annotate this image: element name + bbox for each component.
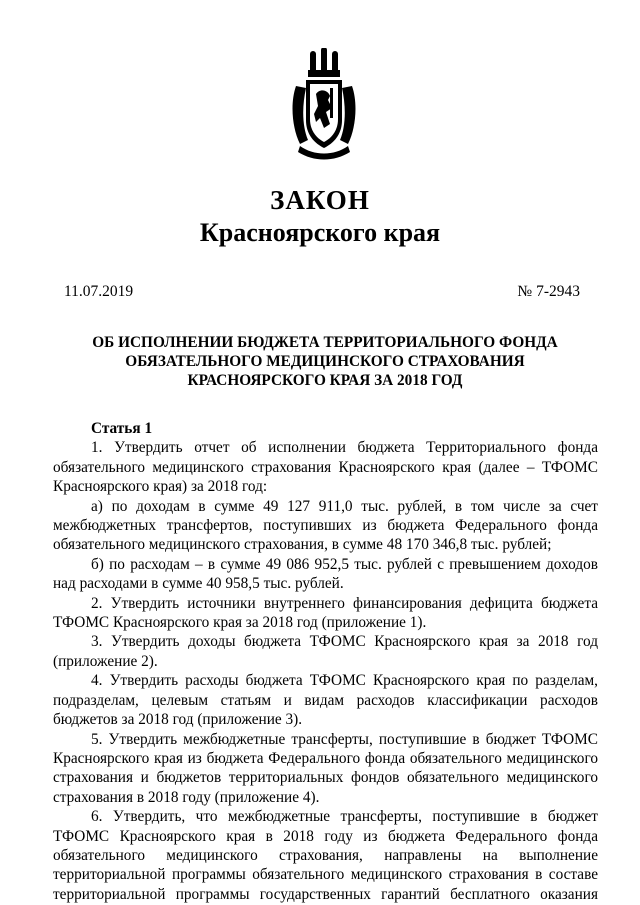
text-line: страхования и бюджетов территориальных фондов обязательного медицинского [53, 769, 598, 787]
text-line: Красноярского края) за 2018 год: [53, 478, 268, 496]
heading-line: КРАСНОЯРСКОГО КРАЯ ЗА 2018 ГОД [187, 372, 463, 389]
text-line: подразделам, целевым статьям и видам расходов классификации расходов [53, 691, 598, 709]
text-line: межбюджетных трансфертов, поступивших из бюджета Федерального фонда [53, 517, 598, 535]
krasnoyarsk-coat-of-arms-emblem [290, 48, 358, 163]
law-heading [60, 333, 590, 390]
text-line: обязательного медицинского страхования, направлены на выполнение [53, 846, 598, 864]
text-line: 3. Утвердить доходы бюджета ТФОМС Красноярского края за 2018 год [91, 633, 598, 651]
heading-line: ОБЯЗАТЕЛЬНОГО МЕДИЦИНСКОГО СТРАХОВАНИЯ [125, 353, 525, 370]
heading-line: ОБ ИСПОЛНЕНИИ БЮДЖЕТА ТЕРРИТОРИАЛЬНОГО ФОНДА [92, 334, 558, 351]
text-line: 2. Утвердить источники внутреннего финансирования дефицита бюджета [91, 594, 598, 612]
document-number: № 7-2943 [517, 283, 580, 300]
text-line: Красноярского края из бюджета Федерального фонда обязательного медицинского [53, 749, 598, 767]
text-line: территориальной программы государственных гарантий бесплатного оказания [53, 885, 598, 903]
text-line: б) по расходам – в сумме 49 086 952,5 тыс. рублей с превышением доходов [91, 555, 598, 573]
text-line: 6. Утвердить, что межбюджетные трансферты, поступившие в бюджет [91, 808, 598, 826]
text-line: 5. Утвердить межбюджетные трансферты, поступившие в бюджет ТФОМС [91, 730, 598, 748]
text-line: территориальной программы обязательного медицинского страхования в составе [53, 866, 598, 884]
document-type-title: ЗАКОН [270, 185, 370, 215]
region-subtitle: Красноярского края [199, 218, 441, 247]
text-line: бюджетов за 2018 год (приложение 3). [53, 711, 303, 729]
text-line: над расходами в сумме 40 958,5 тыс. рублей. [53, 575, 344, 593]
text-line: 1. Утвердить отчет об исполнении бюджета Территориального фонда [91, 439, 598, 457]
text-line: (приложение 2). [53, 652, 158, 670]
text-line: ТФОМС Красноярского края за 2018 год (приложение 1). [53, 614, 427, 632]
document-date: 11.07.2019 [64, 283, 134, 300]
article-label: Статья 1 [91, 420, 153, 437]
text-line: ТФОМС Красноярского края в 2018 году из бюджета Федерального фонда [53, 827, 598, 845]
text-line: а) по доходам в сумме 49 127 911,0 тыс. рублей, в том числе за счет [91, 497, 598, 515]
text-line: страхования в 2018 году (приложение 4). [53, 788, 320, 806]
article-body [53, 419, 598, 904]
text-line: обязательного медицинского страхования Красноярского края (далее – ТФОМС [53, 458, 598, 476]
text-line: 4. Утвердить расходы бюджета ТФОМС Красноярского края по разделам, [91, 672, 598, 690]
text-line: обязательного медицинского страхования, в сумме 48 170 346,8 тыс. рублей; [53, 536, 552, 554]
